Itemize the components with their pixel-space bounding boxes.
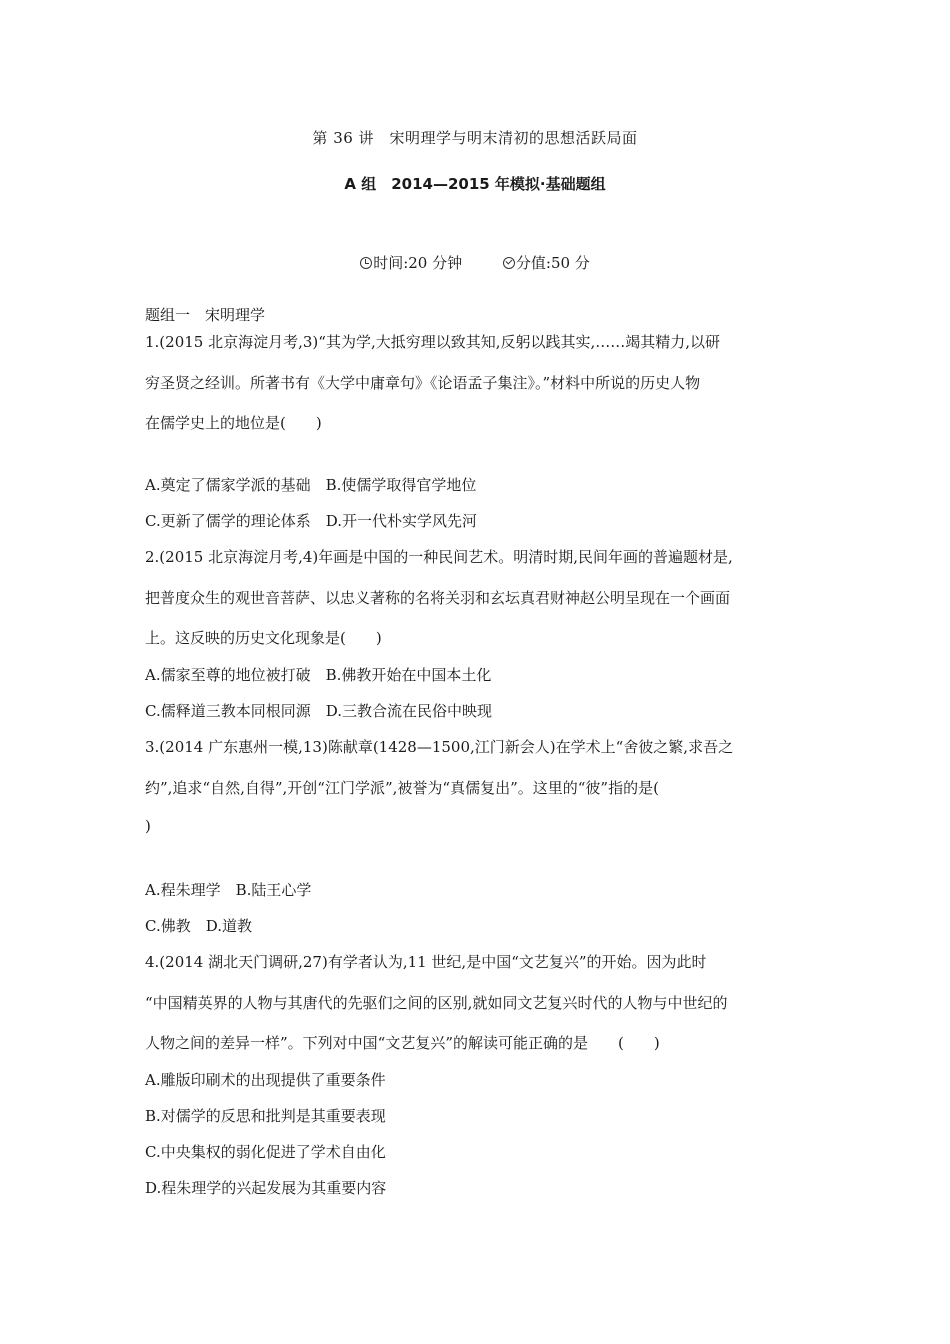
question-1-option-line: A.奠定了儒家学派的基础 B.使儒学取得官学地位 [145,476,477,494]
question-2-option-line: A.儒家至尊的地位被打破 B.佛教开始在中国本土化 [145,666,492,684]
exam-meta [0,252,950,273]
section-subtitle: A 组 2014—2015 年模拟·基础题组 [344,175,606,193]
question-4-stem-line: 4.(2014 湖北天门调研,27)有学者认为,11 世纪,是中国“文艺复兴”的开始。因为此时 [145,953,707,971]
score-info [503,252,590,273]
question-3-stem-line: 约”,追求“自然,自得”,开创“江门学派”,被誉为“真儒复出”。这里的“彼”指的是( [145,779,659,797]
lesson-title: 第 36 讲 宋明理学与明末清初的思想活跃局面 [312,129,638,147]
question-4-option-line: B.对儒学的反思和批判是其重要表现 [145,1107,386,1125]
group-title: 题组一 宋明理学 [145,306,266,324]
clock-icon [360,257,372,269]
question-3-option-line: A.程朱理学 B.陆王心学 [145,881,312,899]
question-4-stem-line: “中国精英界的人物与其唐代的先驱们之间的区别,就如同文艺复兴时代的人物与中世纪的 [145,994,728,1012]
question-4-option-line: D.程朱理学的兴起发展为其重要内容 [145,1179,387,1197]
question-2-option-line: C.儒释道三教本同根同源 D.三教合流在民俗中映现 [145,702,492,720]
question-2-stem-line: 把普度众生的观世音菩萨、以忠义著称的名将关羽和玄坛真君财神赵公明呈现在一个画面 [145,589,731,607]
check-circle-icon [503,257,515,269]
question-1-stem-line: 在儒学史上的地位是( ) [145,414,322,432]
question-4-option-line: C.中央集权的弱化促进了学术自由化 [145,1143,386,1161]
question-3-option-line: C.佛教 D.道教 [145,917,252,935]
question-1-stem-line: 穷圣贤之经训。所著书有《大学中庸章句》《论语孟子集注》。”材料中所说的历史人物 [145,374,701,392]
score-label: 分值:50 分 [515,254,590,272]
question-2-stem-line: 上。这反映的历史文化现象是( ) [145,629,382,647]
question-4-option-line: A.雕版印刷术的出现提供了重要条件 [145,1071,386,1089]
question-3-stem-line: ) [145,817,151,835]
question-1-stem-line: 1.(2015 北京海淀月考,3)“其为学,大抵穷理以致其知,反躬以践其实,……竭其精力,以研 [145,333,721,351]
time-info [360,252,462,273]
question-3-stem-line: 3.(2014 广东惠州一模,13)陈献章(1428—1500,江门新会人)在学术上“舍彼之繁,求吾之 [145,738,734,756]
question-2-stem-line: 2.(2015 北京海淀月考,4)年画是中国的一种民间艺术。明清时期,民间年画的普遍题材是, [145,548,733,566]
time-label: 时间:20 分钟 [373,254,463,272]
question-4-stem-line: 人物之间的差异一样”。下列对中国“文艺复兴”的解读可能正确的是 ( ) [145,1034,660,1052]
question-1-option-line: C.更新了儒学的理论体系 D.开一代朴实学风先河 [145,512,477,530]
